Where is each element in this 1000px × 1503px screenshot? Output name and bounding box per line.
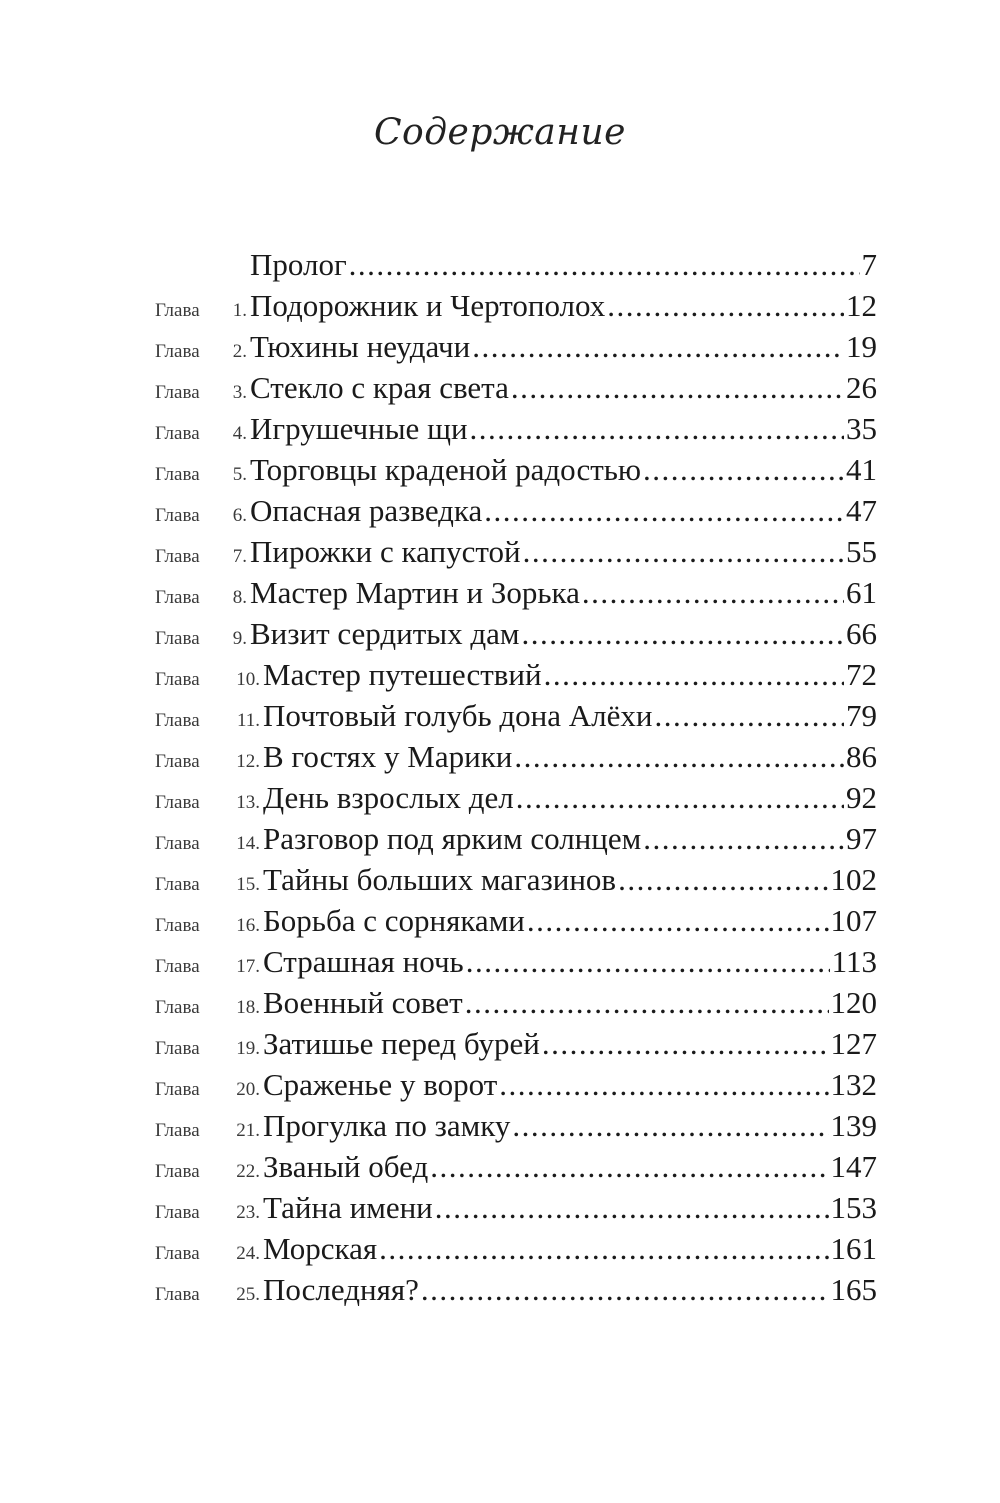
dot-leader: [484, 493, 844, 529]
page-number: 41: [846, 452, 877, 487]
chapter-number: [155, 710, 263, 732]
dot-leader: [465, 985, 829, 1021]
chapter-index: 18.: [236, 997, 260, 1018]
chapter-label: Глава: [155, 546, 200, 567]
chapter-title: Пирожки с капустой: [250, 534, 521, 569]
chapter-title: Игрушечные щи: [250, 411, 468, 446]
toc-entry[interactable]: [155, 575, 877, 616]
chapter-index: 25.: [236, 1284, 260, 1305]
page-number: 35: [846, 411, 877, 446]
chapter-title: Борьба с сорняками: [263, 903, 525, 938]
chapter-title: День взрослых дел: [263, 780, 514, 815]
page-number: 139: [830, 1108, 877, 1143]
chapter-title: Морская: [263, 1231, 378, 1266]
dot-leader: [511, 370, 844, 406]
chapter-title: Пролог: [250, 247, 347, 282]
chapter-title: Последняя?: [263, 1272, 419, 1307]
chapter-label: Глава: [155, 792, 200, 813]
dot-leader: [466, 944, 830, 980]
chapter-number: [155, 1038, 263, 1060]
page-number: 147: [830, 1149, 877, 1184]
chapter-index: 1.: [232, 300, 247, 321]
toc-entry[interactable]: [155, 452, 877, 493]
toc-entry[interactable]: [155, 616, 877, 657]
page-number: 26: [846, 370, 877, 405]
chapter-title: Прогулка по замку: [263, 1108, 511, 1143]
chapter-index: 24.: [236, 1243, 260, 1264]
chapter-number: [155, 874, 263, 896]
dot-leader: [379, 1231, 828, 1267]
chapter-label: Глава: [155, 423, 200, 444]
dot-leader: [435, 1190, 829, 1226]
chapter-index: 17.: [236, 956, 260, 977]
dot-leader: [430, 1149, 828, 1185]
chapter-title: Тайна имени: [263, 1190, 433, 1225]
chapter-label: Глава: [155, 997, 200, 1018]
page-number: 55: [846, 534, 877, 569]
chapter-index: 8.: [232, 587, 247, 608]
page-number: 86: [846, 739, 877, 774]
page-number: 153: [830, 1190, 877, 1225]
chapter-number: [155, 382, 250, 404]
page-number: 132: [830, 1067, 877, 1102]
chapter-title: Званый обед: [263, 1149, 429, 1184]
chapter-index: 19.: [236, 1038, 260, 1059]
chapter-title: Тюхины неудачи: [250, 329, 471, 364]
chapter-number: [155, 628, 250, 650]
toc-entry[interactable]: [155, 1272, 877, 1313]
chapter-number: [155, 915, 263, 937]
chapter-number: [155, 1161, 263, 1183]
dot-leader: [544, 657, 844, 693]
toc-entry[interactable]: [155, 698, 877, 739]
chapter-index: 22.: [236, 1161, 260, 1182]
table-of-contents: [155, 247, 877, 1313]
dot-leader: [582, 575, 844, 611]
toc-entry[interactable]: [155, 862, 877, 903]
dot-leader: [542, 1026, 829, 1062]
chapter-index: 14.: [236, 833, 260, 854]
toc-entry[interactable]: [155, 985, 877, 1026]
chapter-title: Подорожник и Чертополох: [250, 288, 606, 323]
chapter-title: Разговор под ярким солнцем: [263, 821, 642, 856]
page-number: 79: [846, 698, 877, 733]
page-number: 107: [830, 903, 877, 938]
chapter-number: [155, 341, 250, 363]
chapter-title: Мастер путешествий: [263, 657, 542, 692]
page-number: 19: [846, 329, 877, 364]
chapter-title: В гостях у Марики: [263, 739, 513, 774]
page-number: 113: [831, 944, 877, 979]
chapter-number: [155, 505, 250, 527]
chapter-number: [155, 1284, 263, 1306]
chapter-label: Глава: [155, 1202, 200, 1223]
chapter-index: 7.: [232, 546, 247, 567]
chapter-label: Глава: [155, 300, 200, 321]
toc-entry[interactable]: [155, 739, 877, 780]
dot-leader: [512, 1108, 828, 1144]
page-number: 7: [861, 247, 877, 282]
dot-leader: [522, 616, 844, 652]
toc-entry[interactable]: [155, 493, 877, 534]
chapter-title: Почтовый голубь дона Алёхи: [263, 698, 653, 733]
chapter-number: [155, 300, 250, 322]
toc-entry[interactable]: [155, 370, 877, 411]
chapter-number: [155, 669, 263, 691]
page-number: 66: [846, 616, 877, 651]
page-number: 12: [846, 288, 877, 323]
chapter-title: Опасная разведка: [250, 493, 483, 528]
page-number: 102: [830, 862, 877, 897]
dot-leader: [643, 452, 844, 488]
chapter-number: [155, 792, 263, 814]
chapter-label: Глава: [155, 1120, 200, 1141]
chapter-index: 16.: [236, 915, 260, 936]
chapter-index: 21.: [236, 1120, 260, 1141]
toc-entry[interactable]: [155, 288, 877, 329]
page-number: 161: [830, 1231, 877, 1266]
chapter-label: Глава: [155, 710, 200, 731]
dot-leader: [514, 739, 844, 775]
page-number: 92: [846, 780, 877, 815]
chapter-label: Глава: [155, 1243, 200, 1264]
dot-leader: [607, 288, 844, 324]
chapter-number: [155, 1202, 263, 1224]
chapter-number: [155, 1079, 263, 1101]
contents-heading: Содержание: [374, 112, 626, 153]
chapter-label: Глава: [155, 956, 200, 977]
chapter-label: Глава: [155, 628, 200, 649]
chapter-label: Глава: [155, 341, 200, 362]
chapter-title: Тайны больших магазинов: [263, 862, 617, 897]
chapter-number: [155, 997, 263, 1019]
chapter-title: Страшная ночь: [263, 944, 464, 979]
toc-entry[interactable]: [155, 1108, 877, 1149]
chapter-number: [155, 587, 250, 609]
page-number: 47: [846, 493, 877, 528]
chapter-index: 6.: [232, 505, 247, 526]
chapter-title: Сраженье у ворот: [263, 1067, 498, 1102]
toc-entry[interactable]: [155, 1231, 877, 1272]
chapter-index: 4.: [232, 423, 247, 444]
dot-leader: [421, 1272, 829, 1308]
toc-entry[interactable]: [155, 821, 877, 862]
page-number: 120: [830, 985, 877, 1020]
chapter-label: Глава: [155, 382, 200, 403]
dot-leader: [470, 411, 844, 447]
chapter-number: [155, 833, 263, 855]
chapter-label: Глава: [155, 464, 200, 485]
toc-entry[interactable]: [155, 903, 877, 944]
chapter-title: Мастер Мартин и Зорька: [250, 575, 580, 610]
dot-leader: [472, 329, 844, 365]
chapter-label: Глава: [155, 1079, 200, 1100]
chapter-index: 13.: [236, 792, 260, 813]
chapter-index: 15.: [236, 874, 260, 895]
dot-leader: [618, 862, 828, 898]
page-number: 127: [830, 1026, 877, 1061]
chapter-number: [155, 1243, 263, 1265]
dot-leader: [516, 780, 844, 816]
chapter-number: [155, 464, 250, 486]
chapter-index: 5.: [232, 464, 247, 485]
chapter-title: Торговцы краденой радостью: [250, 452, 642, 487]
chapter-index: 2.: [232, 341, 247, 362]
chapter-label: Глава: [155, 505, 200, 526]
toc-entry[interactable]: [155, 657, 877, 698]
chapter-index: 3.: [232, 382, 247, 403]
chapter-number: [155, 1120, 263, 1142]
chapter-label: Глава: [155, 751, 200, 772]
chapter-label: Глава: [155, 587, 200, 608]
chapter-title: Затишье перед бурей: [263, 1026, 540, 1061]
toc-entry[interactable]: [155, 1026, 877, 1067]
chapter-index: 12.: [236, 751, 260, 772]
chapter-index: 9.: [232, 628, 247, 649]
chapter-title: Визит сердитых дам: [250, 616, 520, 651]
dot-leader: [654, 698, 844, 734]
chapter-number: [155, 546, 250, 568]
chapter-index: 20.: [236, 1079, 260, 1100]
chapter-label: Глава: [155, 669, 200, 690]
chapter-label: Глава: [155, 1038, 200, 1059]
toc-entry[interactable]: [155, 944, 877, 985]
dot-leader: [643, 821, 844, 857]
chapter-label: Глава: [155, 915, 200, 936]
chapter-title: Военный совет: [263, 985, 463, 1020]
chapter-label: Глава: [155, 1284, 200, 1305]
toc-entry[interactable]: [155, 247, 877, 288]
page-number: 165: [830, 1272, 877, 1307]
toc-entry[interactable]: [155, 1067, 877, 1108]
page-number: 72: [846, 657, 877, 692]
chapter-number: [155, 751, 263, 773]
chapter-number: [155, 423, 250, 445]
dot-leader: [349, 247, 860, 283]
toc-entry[interactable]: [155, 411, 877, 452]
chapter-number: [155, 956, 263, 978]
chapter-label: Глава: [155, 833, 200, 854]
page-number: 97: [846, 821, 877, 856]
chapter-label: Глава: [155, 1161, 200, 1182]
toc-entry[interactable]: [155, 1149, 877, 1190]
dot-leader: [499, 1067, 828, 1103]
dot-leader: [523, 534, 844, 570]
dot-leader: [527, 903, 829, 939]
chapter-index: 23.: [236, 1202, 260, 1223]
chapter-label: Глава: [155, 874, 200, 895]
toc-entry[interactable]: [155, 1190, 877, 1231]
toc-entry[interactable]: [155, 780, 877, 821]
page-number: 61: [846, 575, 877, 610]
toc-entry[interactable]: [155, 329, 877, 370]
chapter-title: Стекло с края света: [250, 370, 509, 405]
chapter-index: 10.: [236, 669, 260, 690]
chapter-index: 11.: [236, 710, 260, 731]
toc-entry[interactable]: [155, 534, 877, 575]
